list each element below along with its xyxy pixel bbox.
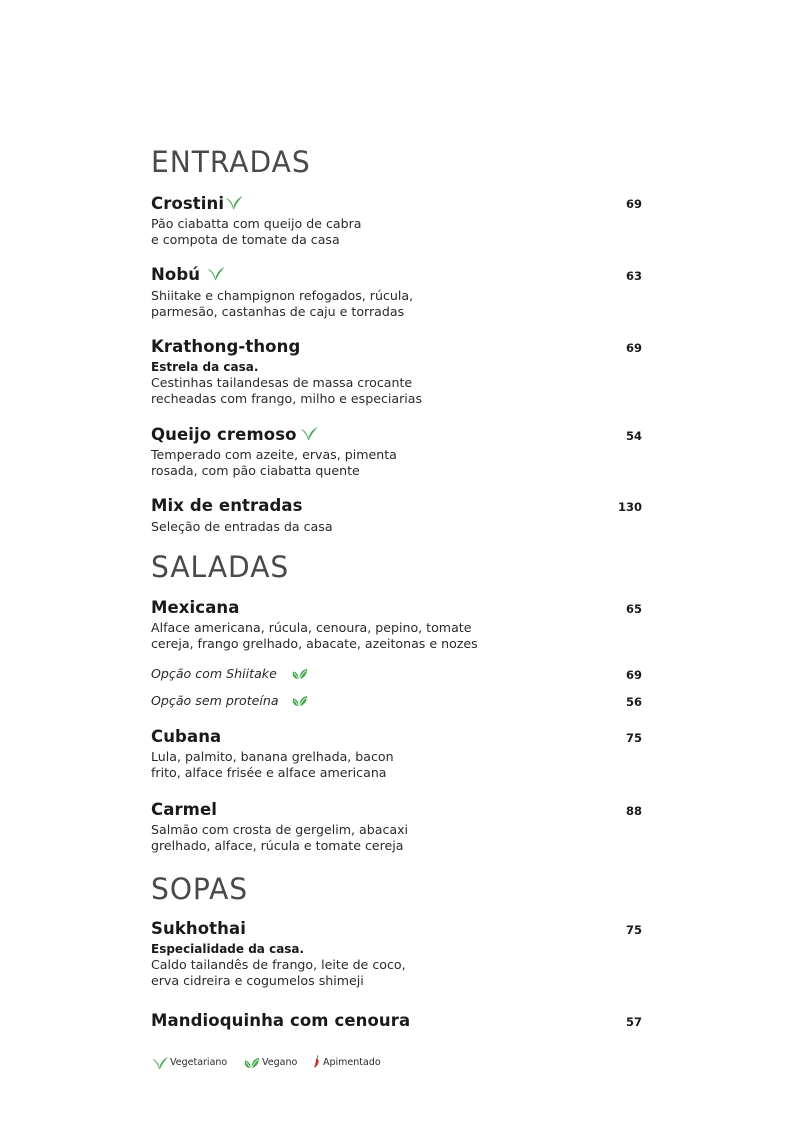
vegetarian-leaf-icon bbox=[224, 195, 244, 210]
item-name-mexicana: Mexicana bbox=[151, 598, 240, 617]
desc-krathong-line2: recheadas com frango, milho e especiarias bbox=[151, 391, 423, 406]
item-name-crostini: Crostini bbox=[151, 194, 225, 213]
desc-mexicana-line2: cereja, frango grelhado, abacate, azeitonas e nozes bbox=[151, 636, 478, 651]
desc-queijo-line1: Temperado com azeite, ervas, pimenta bbox=[151, 447, 397, 462]
item-name-krathong: Krathong-thong bbox=[151, 337, 301, 356]
desc-carmel-line2: grelhado, alface, rúcula e tomate cereja bbox=[151, 838, 404, 853]
item-name-nobu: Nobú bbox=[151, 265, 201, 284]
desc-carmel-line1: Salmão com crosta de gergelim, abacaxi bbox=[151, 822, 409, 837]
desc-krathong-line1: Cestinhas tailandesas de massa crocante bbox=[151, 375, 413, 390]
desc-cubana-line1: Lula, palmito, banana grelhada, bacon bbox=[151, 749, 394, 764]
desc-crostini-line1: Pão ciabatta com queijo de cabra bbox=[151, 216, 362, 231]
vegetarian-leaf-icon bbox=[151, 1056, 169, 1070]
price-option-shiitake: 69 bbox=[625, 668, 642, 682]
option-label-shiitake: Opção com Shiitake bbox=[151, 666, 277, 681]
section-title-saladas: SALADAS bbox=[151, 550, 290, 584]
highlight-krathong: Estrela da casa. bbox=[151, 360, 259, 374]
price-mandioquinha: 57 bbox=[625, 1015, 642, 1029]
item-name-mix: Mix de entradas bbox=[151, 496, 303, 515]
vegetarian-leaf-icon bbox=[206, 266, 226, 281]
price-carmel: 88 bbox=[625, 804, 642, 818]
desc-mexicana-line1: Alface americana, rúcula, cenoura, pepino, tomate bbox=[151, 620, 472, 635]
vegan-leaves-icon bbox=[291, 694, 308, 707]
desc-crostini-line2: e compota de tomate da casa bbox=[151, 232, 340, 247]
vegetarian-leaf-icon bbox=[299, 426, 319, 441]
desc-sukhothai-line2: erva cidreira e cogumelos shimeji bbox=[151, 973, 364, 988]
item-name-sukhothai: Sukhothai bbox=[151, 919, 247, 938]
legend-vegetariano: Vegetariano bbox=[170, 1057, 228, 1068]
chili-pepper-icon bbox=[313, 1054, 320, 1069]
vegan-leaves-icon bbox=[291, 667, 308, 680]
section-title-entradas: ENTRADAS bbox=[151, 145, 311, 179]
item-name-queijo: Queijo cremoso bbox=[151, 425, 297, 444]
desc-nobu-line2: parmesão, castanhas de caju e torradas bbox=[151, 304, 405, 319]
price-nobu: 63 bbox=[625, 269, 642, 283]
highlight-sukhothai: Especialidade da casa. bbox=[151, 942, 305, 956]
section-title-sopas: SOPAS bbox=[151, 872, 249, 906]
desc-queijo-line2: rosada, com pão ciabatta quente bbox=[151, 463, 360, 478]
price-queijo: 54 bbox=[625, 429, 642, 443]
legend-apimentado: Apimentado bbox=[323, 1057, 381, 1068]
price-option-sem-proteina: 56 bbox=[625, 695, 642, 709]
price-mix: 130 bbox=[617, 500, 642, 514]
desc-sukhothai-line1: Caldo tailandês de frango, leite de coco, bbox=[151, 957, 406, 972]
desc-cubana-line2: frito, alface frisée e alface americana bbox=[151, 765, 387, 780]
desc-mix-line1: Seleção de entradas da casa bbox=[151, 519, 333, 534]
legend-vegano: Vegano bbox=[262, 1057, 298, 1068]
price-sukhothai: 75 bbox=[625, 923, 642, 937]
price-krathong: 69 bbox=[625, 341, 642, 355]
item-name-carmel: Carmel bbox=[151, 800, 218, 819]
vegan-leaves-icon bbox=[243, 1056, 260, 1069]
price-mexicana: 65 bbox=[625, 602, 642, 616]
item-name-cubana: Cubana bbox=[151, 727, 222, 746]
price-crostini: 69 bbox=[625, 197, 642, 211]
price-cubana: 75 bbox=[625, 731, 642, 745]
item-name-mandioquinha: Mandioquinha com cenoura bbox=[151, 1011, 411, 1030]
option-label-sem-proteina: Opção sem proteína bbox=[151, 693, 279, 708]
desc-nobu-line1: Shiitake e champignon refogados, rúcula, bbox=[151, 288, 414, 303]
